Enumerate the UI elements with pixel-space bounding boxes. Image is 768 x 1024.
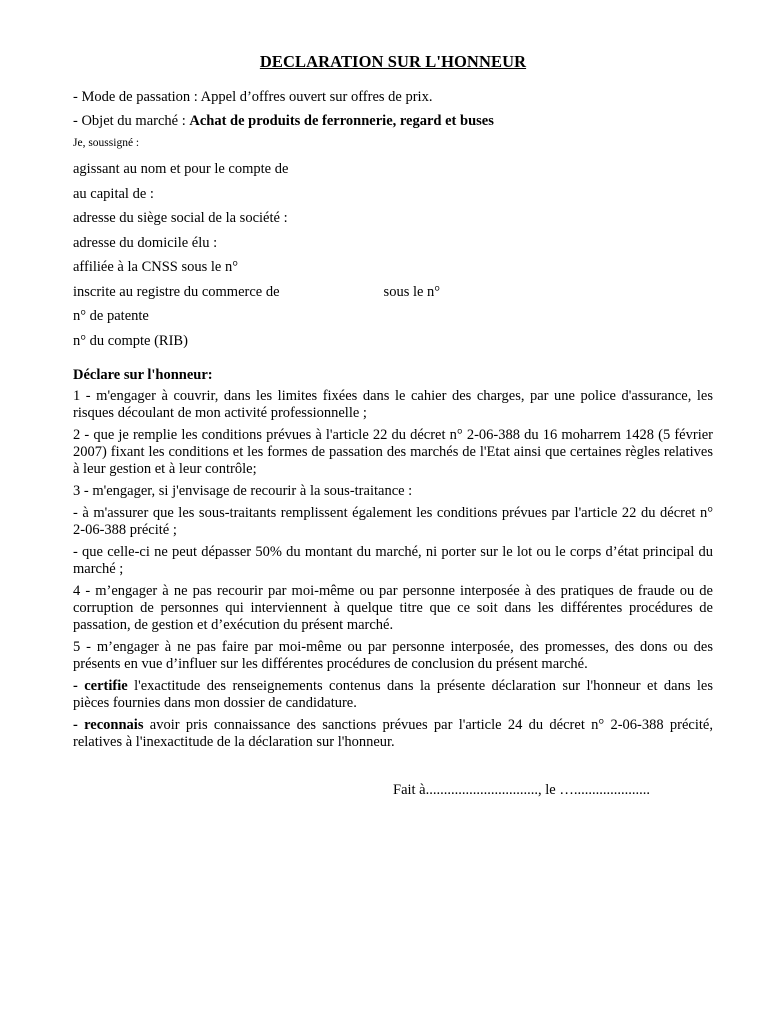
soussigne-label: Je, soussigné : (73, 137, 140, 149)
declaration-item-3: 3 - m'engager, si j'envisage de recourir à la sous-traitance : (73, 482, 413, 499)
objet-marche (73, 112, 713, 130)
declaration-item-3b: - que celle-ci ne peut dépasser 50% du montant du marché, ni porter sur le lot ou le corps d’état principal du marché ; (73, 543, 713, 577)
field-patente: n° de patente (73, 308, 149, 324)
declaration-item-4: 4 - m’engager à ne pas recourir par moi-même ou par personne interposée à des pratiques de fraude ou de corruption de personnes qui interviennent à quelque titre que ce soit dans les différentes procédures de passation, de gestion et d’exécution du présent marché. (73, 582, 713, 633)
registre-label: inscrite au registre du commerce de (73, 283, 280, 300)
mode-passation: - Mode de passation : Appel d’offres ouvert sur offres de prix. (73, 89, 433, 105)
field-capital: au capital de : (73, 185, 154, 202)
registre-sous-label: sous le n° (383, 283, 441, 300)
certifie-text: l'exactitude des renseignements contenus dans la présente déclaration sur l'honneur et dans les pièces fournies dans mon dossier de candidature. (73, 677, 713, 711)
field-cnss: affiliée à la CNSS sous le n° (73, 259, 239, 275)
field-siege: adresse du siège social de la société : (73, 210, 288, 226)
declare-heading: Déclare sur l'honneur: (73, 366, 213, 383)
certifie-paragraph (73, 678, 713, 712)
declaration-item-2: 2 - que je remplie les conditions prévues à l'article 22 du décret n° 2-06-388 du 16 moharrem 1428 (5 février 2007) fixant les conditions et les formes de passation des marchés de l'Etat ainsi que certaines règles relatives à leur gestion et à leur contrôle; (73, 426, 713, 477)
declaration-item-3a: - à m'assurer que les sous-traitants remplissent également les conditions prévues par l'article 22 du décret n° 2-06-388 précité ; (73, 504, 713, 538)
signature-line: Fait à..............................., le …..................... (393, 781, 650, 798)
reconnais-text: avoir pris connaissance des sanctions prévues par l'article 24 du décret n° 2-06-388 précité, relatives à l'inexactitude de la déclaration sur l'honneur. (73, 716, 713, 750)
reconnais-paragraph (73, 717, 713, 751)
objet-label: - Objet du marché : (73, 113, 190, 129)
declaration-item-5: 5 - m’engager à ne pas faire par moi-même ou par personne interposée, des promesses, des dons ou des présents en vue d’influer sur les différentes procédures de conclusion du présent marché. (73, 638, 713, 672)
certifie-keyword: - certifie (73, 677, 128, 694)
field-domicile: adresse du domicile élu : (73, 234, 218, 251)
field-rib: n° du compte (RIB) (73, 332, 188, 349)
declaration-item-1: 1 - m'engager à couvrir, dans les limites fixées dans le cahier des charges, par une police d'assurance, les risques découlant de mon activité professionnelle ; (73, 387, 713, 421)
field-agissant: agissant au nom et pour le compte de (73, 161, 289, 177)
field-registre (73, 283, 713, 301)
reconnais-keyword: - reconnais (73, 716, 144, 733)
objet-value: Achat de produits de ferronnerie, regard et buses (189, 113, 494, 129)
declaration-document (73, 52, 713, 799)
document-title: DECLARATION SUR L'HONNEUR (259, 52, 527, 71)
